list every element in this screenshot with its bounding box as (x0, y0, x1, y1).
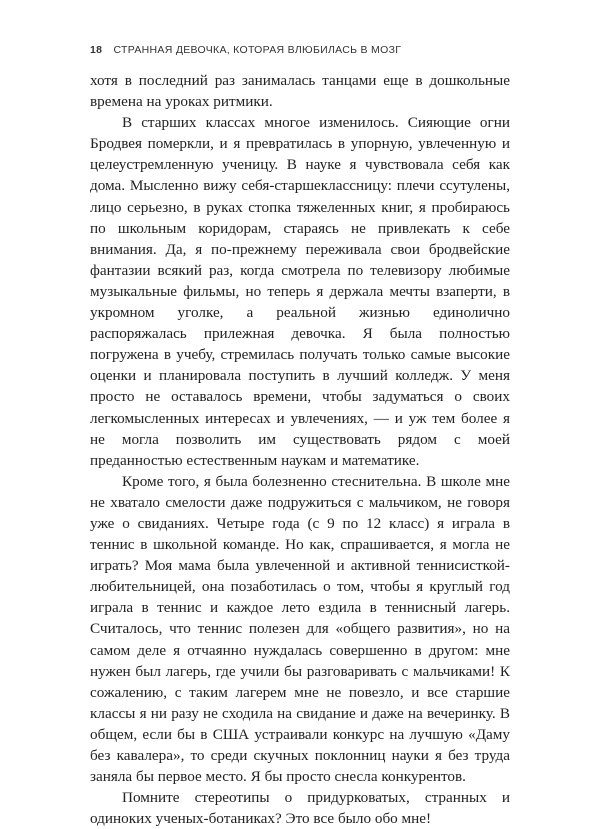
paragraph-continuation: хотя в последний раз занималась танцами еще в дошкольные времена на уроках ритмики. (90, 72, 510, 111)
paragraph: Помните стереотипы о придурковатых, странных и одиноких ученых-ботаниках? Это все было обо мне! (90, 789, 510, 828)
running-header (90, 44, 401, 56)
paragraph: Кроме того, я была болезненно стеснительна. В школе мне не хватало смелости даже подружиться с мальчиком, не говоря уже о свиданиях. Четыре года (с 9 по 12 класс) я играла в теннис в школьной команде. Но как, спрашивается, я могла не играть? Моя мама была увлеченной и активной теннисисткой-любительницей, она позаботилась о том, чтобы я круглый год играла в теннис и каждое лето ездила в теннисный лагерь. Считалось, что теннис полезен для «общего развития», но на самом деле я отчаянно нуждалась совершенно в другом: мне нужен был лагерь, где учили бы разговаривать с мальчиками! К сожалению, с таким лагерем мне не повезло, и все старшие классы я ни разу не сходила на свидание и даже на вечеринку. В общем, если бы в США устраивали конкурс на лучшую «Даму без кавалера», то среди скучных поклонниц науки я без труда заняла бы первое место. Я бы просто снесла конкурентов. (90, 472, 510, 786)
body-text (90, 70, 510, 829)
paragraph: В старших классах многое изменилось. Сияющие огни Бродвея померкли, и я превратилась в упорную, увлеченную и целеустремленную ученицу. В науке я чувствовала себя как дома. Мысленно вижу себя-старшеклассницу: плечи ссутулены, лицо серьезно, в руках стопка тяжеленных книг, я пробираюсь по школьным коридорам, стараясь не привлекать к себе внимания. Да, я по-прежнему переживала свои бродвейские фантазии всякий раз, когда смотрела по телевизору любимые музыкальные фильмы, но теперь я держала мечты взаперти, в укромном уголке, а реальной жизнью единолично распоряжалась прилежная девочка. Я была полностью погружена в учебу, стремилась получать только самые высокие оценки и планировала поступить в лучший колледж. У меня просто не оставалось времени, чтобы задуматься о своих легкомысленных интересах и увлечениях, — и уж тем более я не могла позволить им существовать рядом с моей преданностью естественным наукам и математике. (90, 114, 510, 469)
page-number: 18 (90, 44, 103, 56)
running-title: СТРАННАЯ ДЕВОЧКА, КОТОРАЯ ВЛЮБИЛАСЬ В МОЗГ (113, 44, 402, 56)
